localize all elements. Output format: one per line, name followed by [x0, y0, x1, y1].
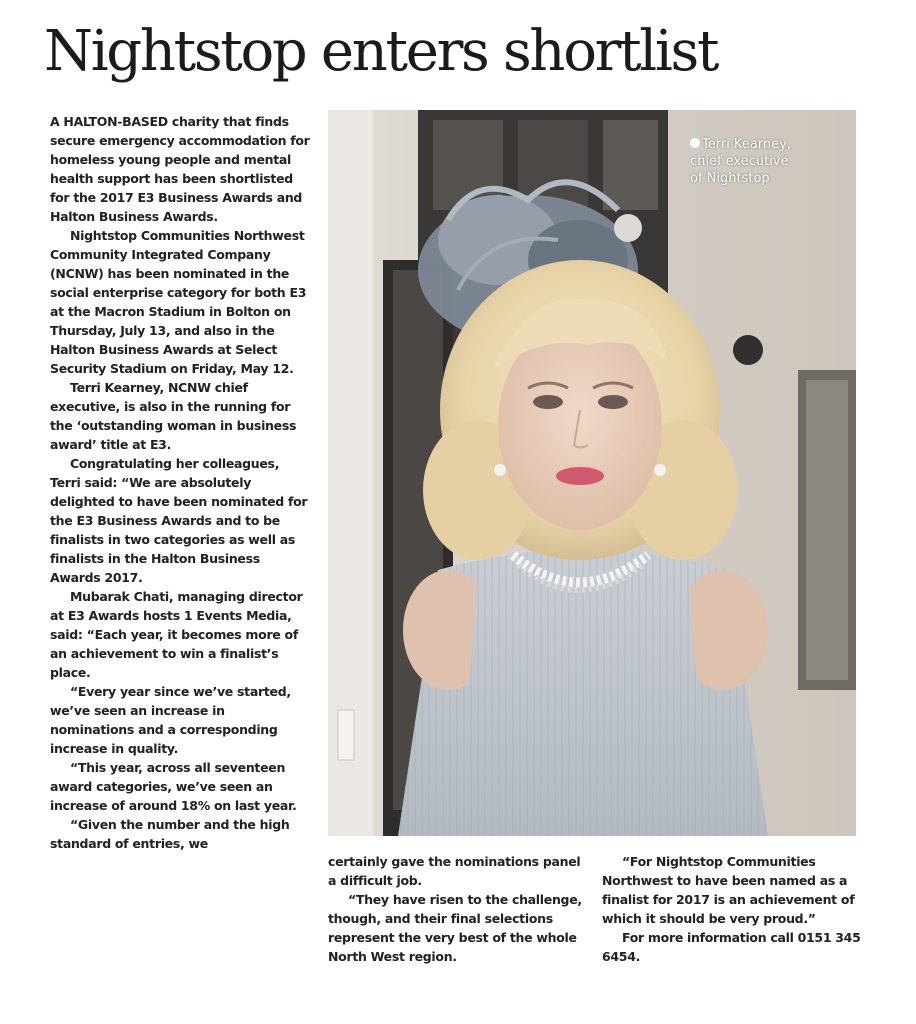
paragraph: “For Nightstop Communities Northwest to have been named as a finalist for 2017 is an achievement of which it should be very proud.” [602, 854, 855, 926]
paragraph: For more information call 0151 345 6454. [602, 930, 861, 964]
paragraph: “Given the number and the high standard of entries, we [50, 817, 290, 851]
paragraph: Terri Kearney, NCNW chief executive, is also in the running for the ‘outstanding woman in business award’ title at E3. [50, 380, 297, 452]
paragraph: A HALTON-BASED charity that finds secure emergency accommodation for homeless young people and mental health support has been shortlisted for the 2017 E3 Business Awards and Halton Business Awards. [50, 114, 310, 224]
portrait-illustration [328, 110, 856, 836]
paragraph: Mubarak Chati, managing director at E3 Awards hosts 1 Events Media, said: “Each year, it becomes more of an achievement to win a finalist’s place. [50, 589, 303, 680]
paragraph: “They have risen to the challenge, though, and their final selections represent the very best of the whole North West region. [328, 892, 582, 964]
paragraph: certainly gave the nominations panel a difficult job. [328, 854, 581, 888]
paragraph: “Every year since we’ve started, we’ve seen an increase in nominations and a corresponding increase in quality. [50, 684, 291, 756]
paragraph: Nightstop Communities Northwest Community Integrated Company (NCNW) has been nominated in the social enterprise category for both E3 at the Macron Stadium in Bolton on Thursday, July 13, and also in the Halton Business Awards at Select Security Stadium on Friday, May 12. [50, 228, 307, 376]
caption-line: chief executive [690, 154, 789, 169]
portrait-photo [328, 110, 856, 836]
caption-line: Terri Kearney, [702, 137, 791, 152]
article-column-left [50, 112, 312, 853]
article-column-right [602, 852, 864, 966]
paragraph: Congratulating her colleagues, Terri said: “We are absolutely delighted to have been nominated for the E3 Business Awards and to be finalists in two categories as well as finalists in the Halton Business Awards 2017. [50, 456, 308, 585]
bullet-icon [690, 138, 700, 148]
headline: Nightstop enters shortlist [44, 19, 718, 84]
photo-caption [690, 136, 860, 187]
paragraph: “This year, across all seventeen award categories, we’ve seen an increase of around 18% on last year. [50, 760, 297, 813]
caption-line: of Nightstop [690, 171, 770, 186]
article-column-middle [328, 852, 584, 966]
